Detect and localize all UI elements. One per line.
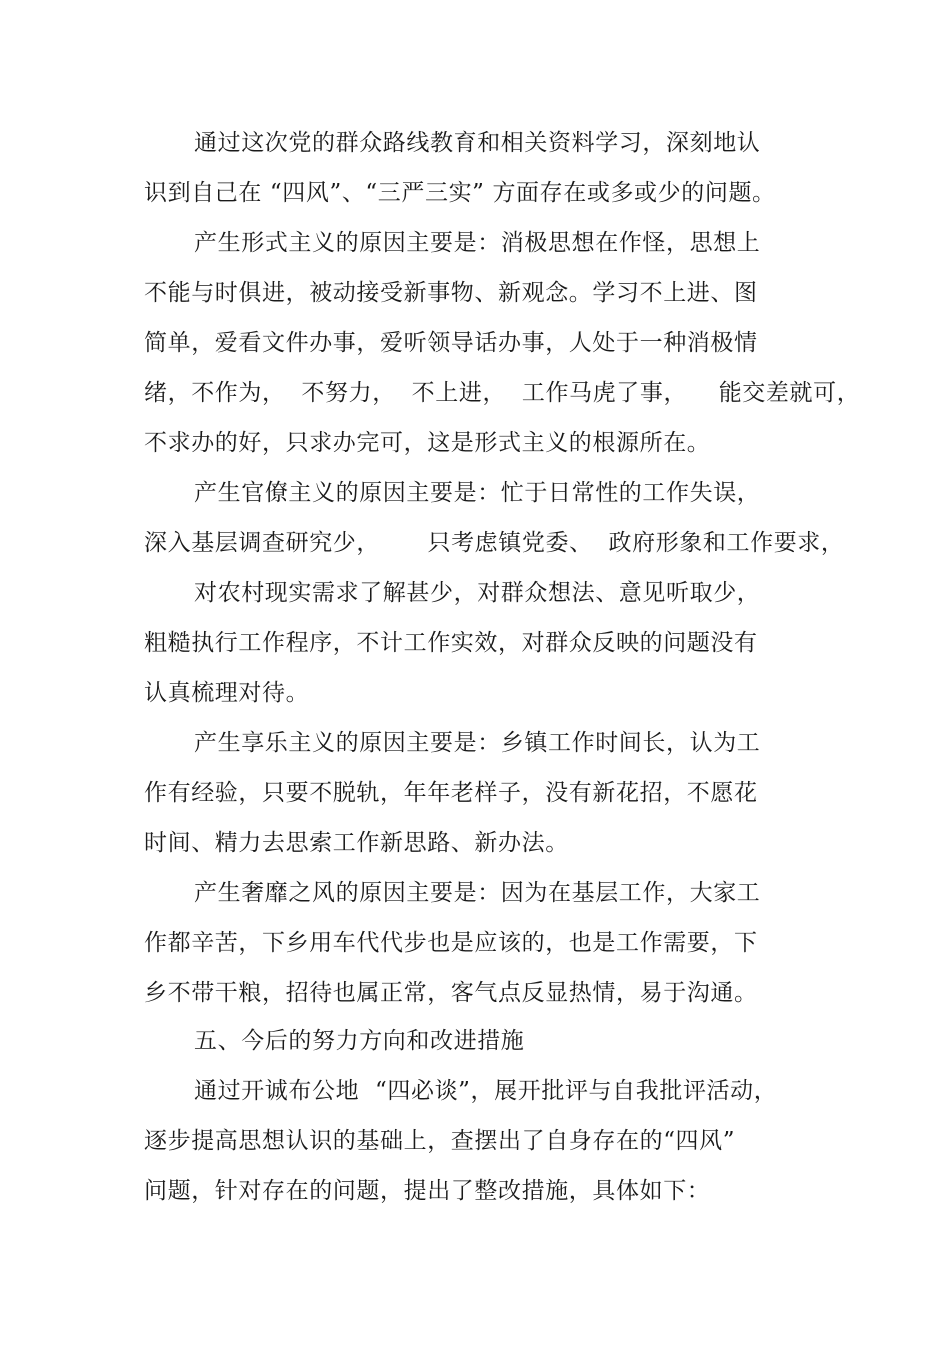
text-line: 深入基层调查研究少， 只考虑镇党委、 政府形象和工作要求，	[144, 530, 845, 556]
text-line: 粗糙执行工作程序，不计工作实效，对群众反映的问题没有	[144, 630, 758, 656]
text-line: 时间、精力去思索工作新思路、新办法。	[144, 830, 569, 856]
text-line: 通过开诚布公地 “四必谈”，展开批评与自我批评活动，	[194, 1078, 778, 1104]
section-heading: 五、今后的努力方向和改进措施	[194, 1028, 525, 1054]
text-line: 产生享乐主义的原因主要是：乡镇工作时间长，认为工	[194, 730, 761, 756]
text-line: 对农村现实需求了解甚少，对群众想法、意见听取少，	[194, 580, 761, 606]
text-line: 产生形式主义的原因主要是：消极思想在作怪，思想上	[194, 230, 761, 256]
text-line: 简单，爱看文件办事，爱听领导话办事，人处于一种消极情	[144, 330, 758, 356]
text-line: 问题，针对存在的问题，提出了整改措施，具体如下：	[144, 1178, 711, 1204]
text-line: 识到自己在 “四风”、“三严三实” 方面存在或多或少的问题。	[144, 180, 776, 206]
text-line: 产生官僚主义的原因主要是：忙于日常性的工作失误，	[194, 480, 761, 506]
text-line: 乡不带干粮，招待也属正常，客气点反显热情，易于沟通。	[144, 980, 758, 1006]
text-line: 作都辛苦，下乡用车代代步也是应该的，也是工作需要，下	[144, 930, 758, 956]
text-line: 认真梳理对待。	[144, 680, 310, 706]
text-line: 不能与时俱进，被动接受新事物、新观念。学习不上进、图	[144, 280, 758, 306]
text-line: 通过这次党的群众路线教育和相关资料学习，深刻地认	[194, 130, 761, 156]
text-line: 逐步提高思想认识的基础上，查摆出了自身存在的“四风”	[144, 1128, 736, 1154]
text-line: 产生奢靡之风的原因主要是：因为在基层工作，大家工	[194, 880, 761, 906]
text-line: 不求办的好，只求办完可，这是形式主义的根源所在。	[144, 430, 711, 456]
text-line: 绪，不作为， 不努力， 不上进， 工作马虎了事， 能交差就可，	[144, 380, 861, 406]
text-line: 作有经验，只要不脱轨，年年老样子，没有新花招，不愿花	[144, 780, 758, 806]
